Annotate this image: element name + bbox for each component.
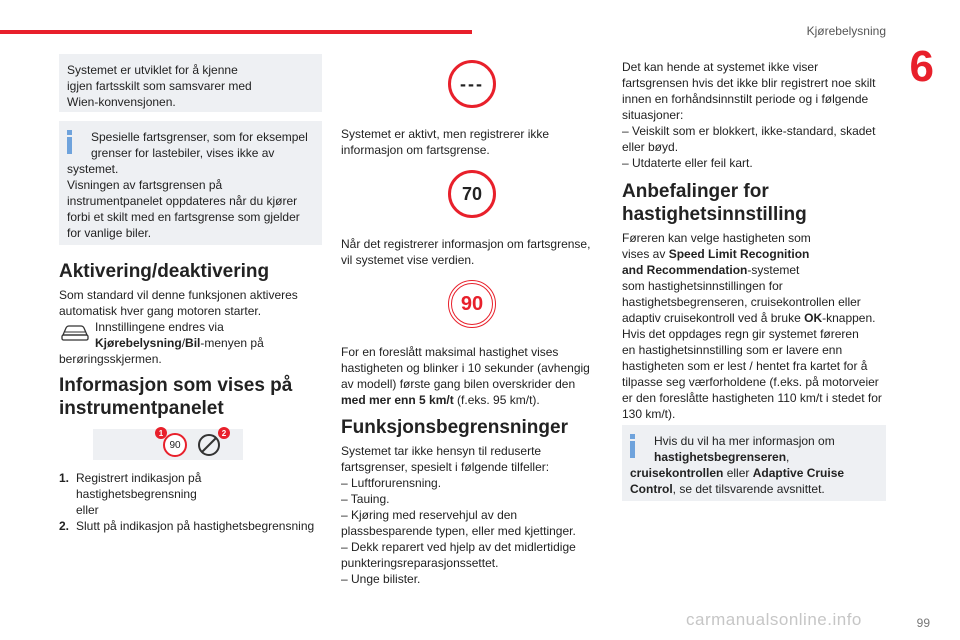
text-line: Visningen av fartsgrensen på bbox=[67, 178, 223, 192]
text-line: automatisk hver gang motoren starter. bbox=[59, 304, 262, 318]
text-line bbox=[630, 481, 878, 497]
text-line: fartsgrenser, spesielt i følgende tilfeller: bbox=[341, 460, 550, 474]
text-line: berøringsskjermen. bbox=[59, 352, 162, 366]
list-item bbox=[59, 518, 322, 534]
note-box-convention bbox=[59, 54, 322, 112]
text-span: , bbox=[786, 450, 790, 464]
text-line: systemet. bbox=[67, 162, 119, 176]
text-line: Hvis du vil ha mer informasjon om bbox=[654, 434, 835, 448]
text-line bbox=[622, 310, 886, 326]
heading-activation: Aktivering/deaktivering bbox=[59, 261, 270, 282]
text-line: Som standard vil denne funksjonen aktiveres bbox=[59, 288, 298, 302]
text-bold: med mer enn 5 km/t bbox=[341, 393, 454, 407]
suggested-speed-paragraph bbox=[341, 344, 604, 408]
speed-sign-70: 70 bbox=[448, 170, 496, 218]
text-line: – Tauing. bbox=[341, 492, 390, 506]
separator: / bbox=[181, 336, 186, 350]
text-span: -systemet bbox=[747, 263, 800, 277]
text-line: grenser for lastebiler, vises ikke av bbox=[91, 146, 275, 160]
speed-sign-90-small: 90 bbox=[163, 433, 187, 457]
list-item bbox=[59, 470, 322, 518]
text-span: (f.eks. 95 km/t). bbox=[453, 393, 540, 407]
text-line: Føreren kan velge hastigheten som bbox=[622, 231, 811, 245]
limitations-list bbox=[341, 443, 604, 587]
text-line: eller bøyd. bbox=[622, 140, 679, 154]
text-line: Innstillingene endres via bbox=[95, 320, 224, 334]
speed-sign-no-data: --- bbox=[448, 60, 496, 108]
text-line: Wien-konvensjonen. bbox=[67, 95, 176, 109]
text-line bbox=[630, 449, 878, 465]
watermark: carmanualsonline.info bbox=[686, 610, 862, 629]
text-line: 130 km/t). bbox=[622, 407, 676, 421]
menu-name: Kjørebelysning bbox=[95, 336, 182, 350]
text-line: hastighetsbegrenseren, cruisekontrollen eller bbox=[622, 295, 861, 309]
menu-name: Bil bbox=[185, 336, 201, 350]
list-number: 2. bbox=[59, 519, 70, 533]
text-line: eller bbox=[76, 503, 99, 517]
text-span: eller bbox=[723, 466, 753, 480]
text-span: , se det tilsvarende avsnittet. bbox=[672, 482, 825, 496]
text-line bbox=[59, 335, 322, 351]
marker-1: 1 bbox=[155, 427, 167, 439]
text-line: Hvis det oppdages regn gir systemet føreren bbox=[622, 327, 859, 341]
text-line: er den foreslåtte hastigheten 110 km/t i stedet for bbox=[622, 391, 882, 405]
heading-line: Informasjon som vises på bbox=[59, 375, 293, 396]
header-red-bar bbox=[0, 30, 472, 34]
instrument-panel-illustration bbox=[93, 429, 243, 460]
info-icon bbox=[67, 130, 73, 156]
text-line bbox=[622, 246, 886, 262]
text-line: hastigheten og blinker i 10 sekunder (avhengig bbox=[341, 361, 590, 375]
text-line: Registrert indikasjon på bbox=[76, 471, 202, 485]
info-icon bbox=[630, 434, 636, 460]
text-span: vises av bbox=[622, 247, 669, 261]
text-line: – Unge bilister. bbox=[341, 572, 421, 586]
text-line: Slutt på indikasjon på hastighetsbegrensning bbox=[76, 519, 315, 533]
text-line: – Dekk reparert ved hjelp av det midlertidige bbox=[341, 540, 576, 554]
text-line: – Kjøring med reservehjul av den bbox=[341, 508, 518, 522]
text-line: igjen fartsskilt som samsvarer med bbox=[67, 79, 252, 93]
heading-recommendations bbox=[622, 180, 886, 226]
text-line: situasjoner: bbox=[622, 108, 684, 122]
text-line: – Luftforurensning. bbox=[341, 476, 442, 490]
text-line: fartsgrensen hvis det ikke blir registrert noe skilt bbox=[622, 76, 876, 90]
heading-limitations: Funksjonsbegrensninger bbox=[341, 417, 568, 438]
heading-line: instrumentpanelet bbox=[59, 398, 224, 419]
text-line: Når det registrerer informasjon om fartsgrense, bbox=[341, 237, 591, 251]
text-line: Systemet tar ikke hensyn til reduserte bbox=[341, 444, 542, 458]
text-bold: Speed Limit Recognition bbox=[668, 247, 810, 261]
speed-sign-90-flashing: 90 bbox=[448, 280, 496, 328]
text-line: Systemet er aktivt, men registrerer ikke bbox=[341, 127, 550, 141]
running-header: Kjørebelysning bbox=[806, 24, 886, 38]
activation-menu-paragraph bbox=[59, 319, 322, 367]
text-span: adaptiv cruisekontroll ved å bruke bbox=[622, 311, 805, 325]
heading-info-display bbox=[59, 374, 322, 420]
text-line: hastighetsbegrensning bbox=[76, 487, 197, 501]
text-line: instrumentpanelet oppdateres når du kjører bbox=[67, 194, 298, 208]
text-bold: hastighetsbegrenseren bbox=[654, 450, 787, 464]
text-line: en hastighetsinnstilling som er lavere enn bbox=[622, 343, 843, 357]
text-line bbox=[630, 465, 878, 481]
list-number: 1. bbox=[59, 471, 70, 485]
text-line: Spesielle fartsgrenser, som for eksempel bbox=[91, 130, 308, 144]
text-line: – Utdaterte eller feil kart. bbox=[622, 156, 753, 170]
text-bold: Adaptive Cruise bbox=[752, 466, 845, 480]
text-line: – Veiskilt som er blokkert, ikke-standard, skadet bbox=[622, 124, 876, 138]
text-line: forbi et skilt med en fartsgrense som gjelder bbox=[67, 210, 300, 224]
end-of-limit-icon bbox=[197, 433, 221, 457]
text-bold: Control bbox=[630, 482, 673, 496]
text-line bbox=[341, 392, 604, 408]
text-bold: and Recommendation bbox=[622, 263, 748, 277]
text-line: for vanlige biler. bbox=[67, 226, 152, 240]
text-line: Det kan hende at systemet ikke viser bbox=[622, 60, 819, 74]
text-span: -knappen. bbox=[822, 311, 876, 325]
text-line: av modell) første gang bilen overskrider den bbox=[341, 377, 576, 391]
heading-line: hastighetsinnstilling bbox=[622, 204, 807, 225]
info-box-special-limits bbox=[59, 121, 322, 245]
text-span: -menyen på bbox=[200, 336, 264, 350]
marker-2: 2 bbox=[218, 427, 230, 439]
not-shown-paragraph bbox=[622, 59, 886, 171]
text-bold: cruisekontrollen bbox=[630, 466, 724, 480]
text-line: punkteringsreparasjonssettet. bbox=[341, 556, 499, 570]
text-line: innen en forhåndsinnstilt periode og i følgende bbox=[622, 92, 869, 106]
info-box-more-information bbox=[622, 425, 886, 501]
heading-line: Anbefalinger for bbox=[622, 181, 769, 202]
text-line: vil systemet vise verdien. bbox=[341, 253, 475, 267]
text-line: informasjon om fartsgrense. bbox=[341, 143, 490, 157]
text-line bbox=[622, 262, 886, 278]
ok-button-label: OK bbox=[804, 311, 823, 325]
detected-limit-paragraph bbox=[341, 236, 604, 268]
page-number: 99 bbox=[916, 616, 930, 630]
text-line: For en foreslått maksimal hastighet vises bbox=[341, 345, 559, 359]
text-line: Systemet er utviklet for å kjenne bbox=[67, 63, 238, 77]
activation-paragraph bbox=[59, 287, 322, 319]
text-line: hastigheten som er lest / hentet fra kartet for å bbox=[622, 359, 868, 373]
text-line: plassbesparende typen, eller med kjettinger. bbox=[341, 524, 576, 538]
chapter-number: 6 bbox=[909, 42, 934, 91]
text-line: tilpasse seg værforholdene (f.eks. på motorveier bbox=[622, 375, 879, 389]
active-no-data-paragraph bbox=[341, 126, 604, 158]
text-line: som hastighetsinnstillingen for bbox=[622, 279, 783, 293]
recommendations-paragraph bbox=[622, 230, 886, 422]
